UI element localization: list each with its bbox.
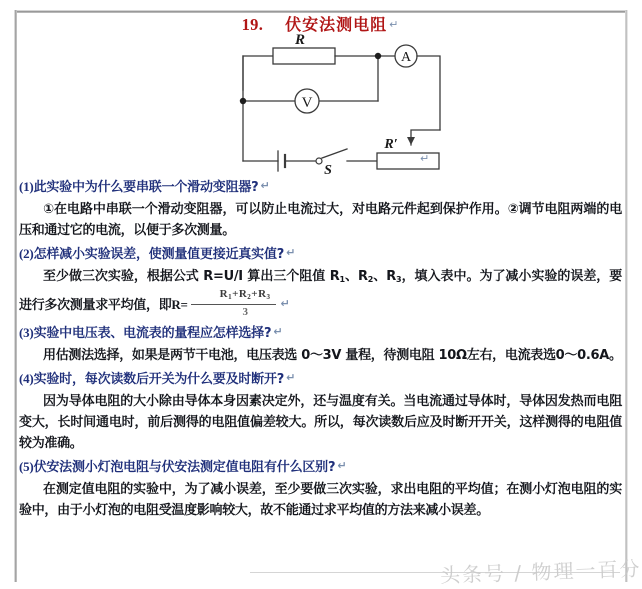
question-heading-3 <box>19 322 622 344</box>
question-heading-5 <box>19 456 622 478</box>
page-border-right <box>625 10 628 582</box>
answer-2-part2: 、R <box>344 269 368 284</box>
page-title <box>17 12 623 35</box>
paragraph-mark-icon-q3: ↵ <box>273 325 283 338</box>
question-text-3: 实验中电压表、电流表的量程应怎样选择? <box>33 326 272 341</box>
formula-denominator: 3 <box>242 306 248 318</box>
question-number-2: (2) <box>19 246 34 261</box>
paragraph-mark-icon-q1: ↵ <box>260 179 270 192</box>
average-resistance-formula <box>191 288 276 318</box>
question-number-4: (4) <box>19 371 34 386</box>
junction-node-left <box>240 98 246 104</box>
answer-text-1: ①在电路中串联一个滑动变阻器，可以防止电流过大，对电路元件起到保护作用。②调节电阻两端的电压和通过它的电流，以便于多次测量。 <box>19 202 622 238</box>
question-heading-1 <box>19 176 622 198</box>
paragraph-mark-icon-q4: ↵ <box>286 371 296 384</box>
question-number-3: (3) <box>19 325 34 340</box>
watermark: 头条号 / 物理一百分 <box>439 556 642 588</box>
label-rheostat-Rprime: R′ <box>384 137 398 152</box>
question-number-1: (1) <box>19 179 34 194</box>
question-list <box>19 176 622 523</box>
title-number: 19. <box>241 15 264 34</box>
answer-2-sub1: 1 <box>339 275 345 284</box>
label-ammeter-A: A <box>400 50 412 65</box>
question-number-5: (5) <box>19 459 34 474</box>
title-text: 伏安法测电阻 <box>285 15 388 34</box>
answer-text-2 <box>19 266 622 320</box>
answer-2-part3: 、R <box>373 269 396 284</box>
label-switch-S: S <box>324 163 332 178</box>
question-text-4: 实验时，每次读数后开关为什么要及时断开? <box>33 372 285 387</box>
question-heading-4 <box>19 368 622 390</box>
page-border-left <box>14 10 17 582</box>
answer-2-sub3: 3 <box>396 275 402 284</box>
answer-2-part1: 至少做三次实验，根据公式 R=U/I 算出三个阻值 R <box>43 269 340 284</box>
formula-num-r2: R <box>238 288 248 300</box>
question-heading-2 <box>19 243 622 265</box>
formula-num-sub1: 1 <box>228 293 233 301</box>
answer-2-sub2: 2 <box>367 275 374 284</box>
question-text-5: 伏安法测小灯泡电阻与伏安法测定值电阻有什么区别? <box>33 460 336 475</box>
formula-num-sub3: 3 <box>266 293 271 301</box>
paragraph-mark-icon-q5: ↵ <box>337 459 347 472</box>
rheostat-slider-arrow-icon <box>407 137 415 145</box>
answer-text-4: 因为导体电阻的大小除由导体本身因素决定外，还与温度有关。当电流通过导体时，导体因发热而电阻变大，长时间通电时，前后测得的电阻值偏差较大。所以，每次读数后应及时断开开关，这样测得的电阻值较为准确。 <box>19 394 622 451</box>
question-text-2: 怎样减小实验误差，使测量值更接近真实值? <box>33 247 285 262</box>
formula-plus-2: + <box>251 288 259 300</box>
formula-num-r1: R <box>219 288 229 300</box>
switch-contact-icon <box>316 158 322 164</box>
answer-text-5: 在测定值电阻的实验中，为了减小误差，至少要做三次实验，求出电阻的平均值；在测小灯泡电阻的实验中，由于小灯泡的电阻受温度影响较大，故不能通过求平均值的方法来减小误差。 <box>19 482 622 518</box>
paragraph-mark-icon-a2: ↵ <box>280 297 290 310</box>
circuit-diagram <box>195 32 445 178</box>
paragraph-mark-icon-circuit: ↵ <box>420 152 430 165</box>
formula-fraction-bar <box>191 304 276 305</box>
answer-2-part4: ，填入表中。为了减小实验的误差，要进行多次测量求平均值，即 <box>19 269 622 313</box>
label-voltmeter-V: V <box>301 95 313 111</box>
label-resistor-R: R <box>294 32 306 48</box>
paragraph-mark-icon-q2: ↵ <box>286 246 296 259</box>
paragraph-mark-icon: ↵ <box>389 18 399 31</box>
formula-plus-1: + <box>232 288 239 300</box>
formula-num-sub2: 2 <box>247 293 252 301</box>
junction-node-top <box>375 53 381 59</box>
question-text-1: 此实验中为什么要串联一个滑动变阻器? <box>33 180 259 195</box>
formula-num-r3: R <box>258 288 267 300</box>
formula-numerator <box>191 288 276 303</box>
answer-text-3: 用估测法选择，如果是两节干电池，电压表选 0～3V 量程，待测电阻 10Ω左右，电流表选0～0.6A。 <box>43 348 622 363</box>
formula-lhs: R= <box>171 297 188 312</box>
